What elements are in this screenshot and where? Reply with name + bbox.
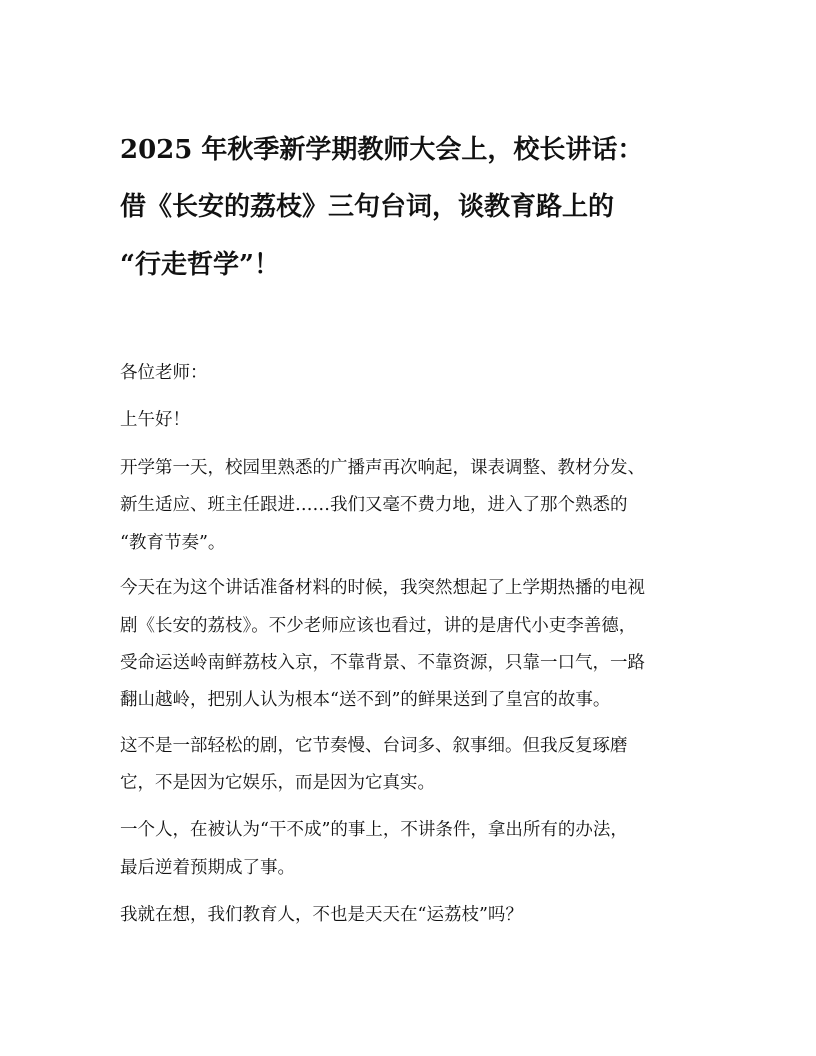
body-line: 这不是一部轻松的剧，它节奏慢、台词多、叙事细。但我反复琢磨 bbox=[120, 736, 628, 756]
body-line: 翻山越岭，把别人认为根本“送不到”的鲜果送到了皇宫的故事。 bbox=[120, 690, 611, 710]
body-line: 一个人，在被认为“干不成”的事上，不讲条件，拿出所有的办法， bbox=[120, 820, 628, 840]
salutation: 各位老师： bbox=[120, 363, 208, 383]
title-line: 2025 年秋季新学期教师大会上，校长讲话： bbox=[120, 135, 644, 165]
body-line: 开学第一天，校园里熟悉的广播声再次响起，课表调整、教材分发、 bbox=[120, 458, 645, 478]
title-line: 借《长安的荔枝》三句台词，谈教育路上的 bbox=[120, 192, 615, 222]
body-line: 我就在想，我们教育人，不也是天天在“运荔枝”吗？ bbox=[120, 905, 523, 925]
body-line: 受命运送岭南鲜荔枝入京，不靠背景、不靠资源，只靠一口气，一路 bbox=[120, 653, 645, 673]
title-line: “行走哲学”！ bbox=[120, 250, 280, 280]
body-line: “教育节奏”。 bbox=[120, 533, 226, 553]
body-line: 它，不是因为它娱乐，而是因为它真实。 bbox=[120, 773, 435, 793]
body-line: 最后逆着预期成了事。 bbox=[120, 858, 295, 878]
body-line: 新生适应、班主任跟进……我们又毫不费力地，进入了那个熟悉的 bbox=[120, 495, 628, 515]
body-line: 剧《长安的荔枝》。不少老师应该也看过，讲的是唐代小吏李善德， bbox=[120, 616, 637, 636]
greeting: 上午好！ bbox=[120, 410, 190, 430]
body-line: 今天在为这个讲话准备材料的时候，我突然想起了上学期热播的电视 bbox=[120, 578, 645, 598]
